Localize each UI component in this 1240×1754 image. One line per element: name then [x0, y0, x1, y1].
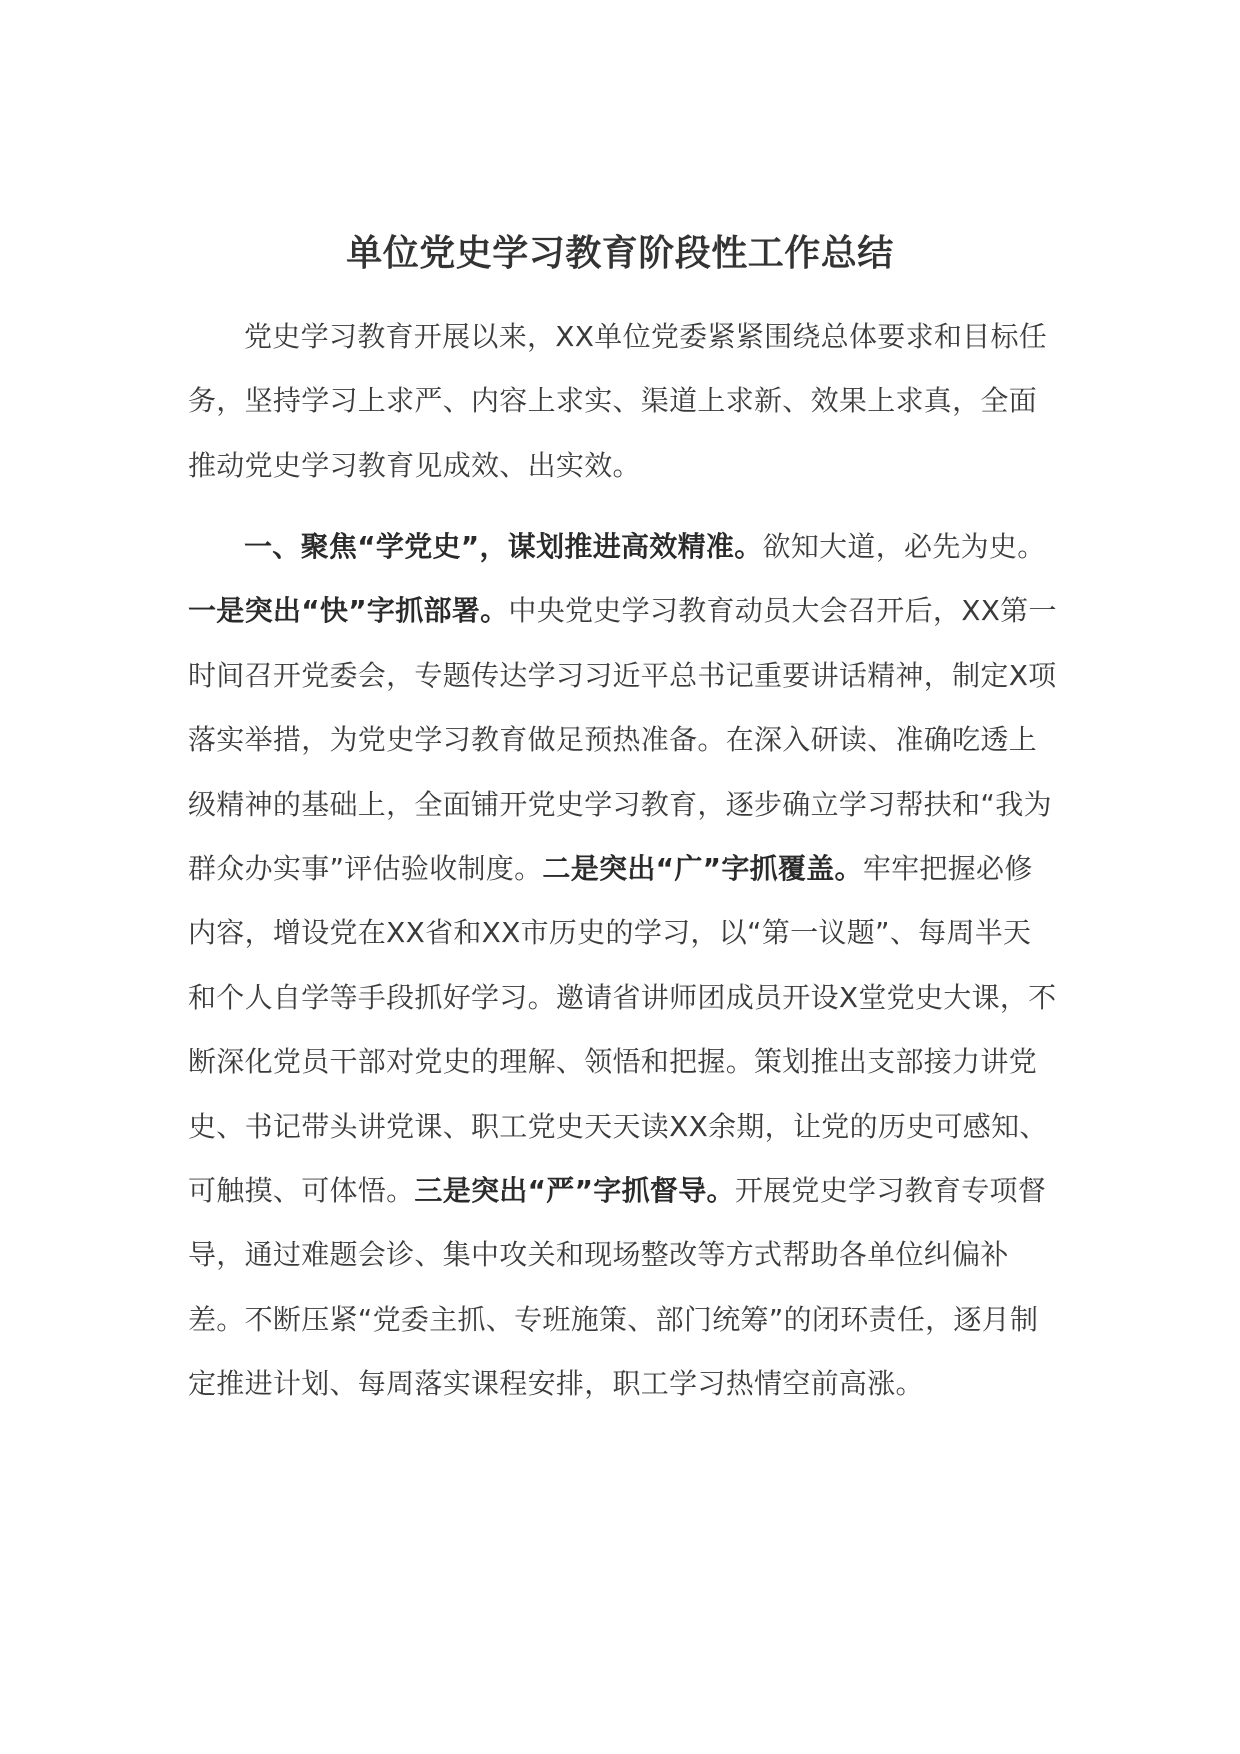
- point-2-heading: 二是突出“广”字抓覆盖。: [542, 852, 863, 886]
- point-2-text: 牢牢把握必修内容，增设党在XX省和XX市历史的学习，以“第一议题”、每周半天和个人自学等手段抓好学习。邀请省讲师团成员开设X堂党史大课，不断深化党员干部对党史的理解、领悟和把握。策划推出支部接力讲党史、书记带头讲党课、职工党史天天读XX余期，让党的历史可感知、可触摸、可体悟。: [188, 852, 1057, 1208]
- section-1-heading: 一、聚焦“学党史”，谋划推进高效精准。: [244, 530, 763, 563]
- point-3-text: 开展党史学习教育专项督导，通过难题会诊、集中攻关和现场整改等方式帮助各单位纠偏补差。不断压紧“党委主抓、专班施策、部门统筹”的闭环责任，逐月制定推进计划、每周落实课程安排，职工学习热情空前高涨。: [188, 1174, 1047, 1401]
- document-title: 单位党史学习教育阶段性工作总结: [346, 233, 894, 275]
- section-1-paragraph: [188, 515, 1058, 1417]
- point-1-text: 中央党史学习教育动员大会召开后，XX第一时间召开党委会，专题传达学习习近平总书记重要讲话精神，制定X项落实举措，为党史学习教育做足预热准备。在深入研读、准确吃透上级精神的基础上，全面铺开党史学习教育，逐步确立学习帮扶和“我为群众办实事”评估验收制度。: [188, 594, 1057, 886]
- point-1-heading: 一是突出“快”字抓部署。: [188, 594, 509, 628]
- point-3-heading: 三是突出“严”字抓督导。: [414, 1174, 735, 1208]
- section-1-lead: 欲知大道，必先为史。: [762, 530, 1046, 563]
- intro-paragraph: 党史学习教育开展以来，XX单位党委紧紧围绕总体要求和目标任务，坚持学习上求严、内容上求实、渠道上求新、效果上求真，全面推动党史学习教育见成效、出实效。: [188, 320, 1048, 482]
